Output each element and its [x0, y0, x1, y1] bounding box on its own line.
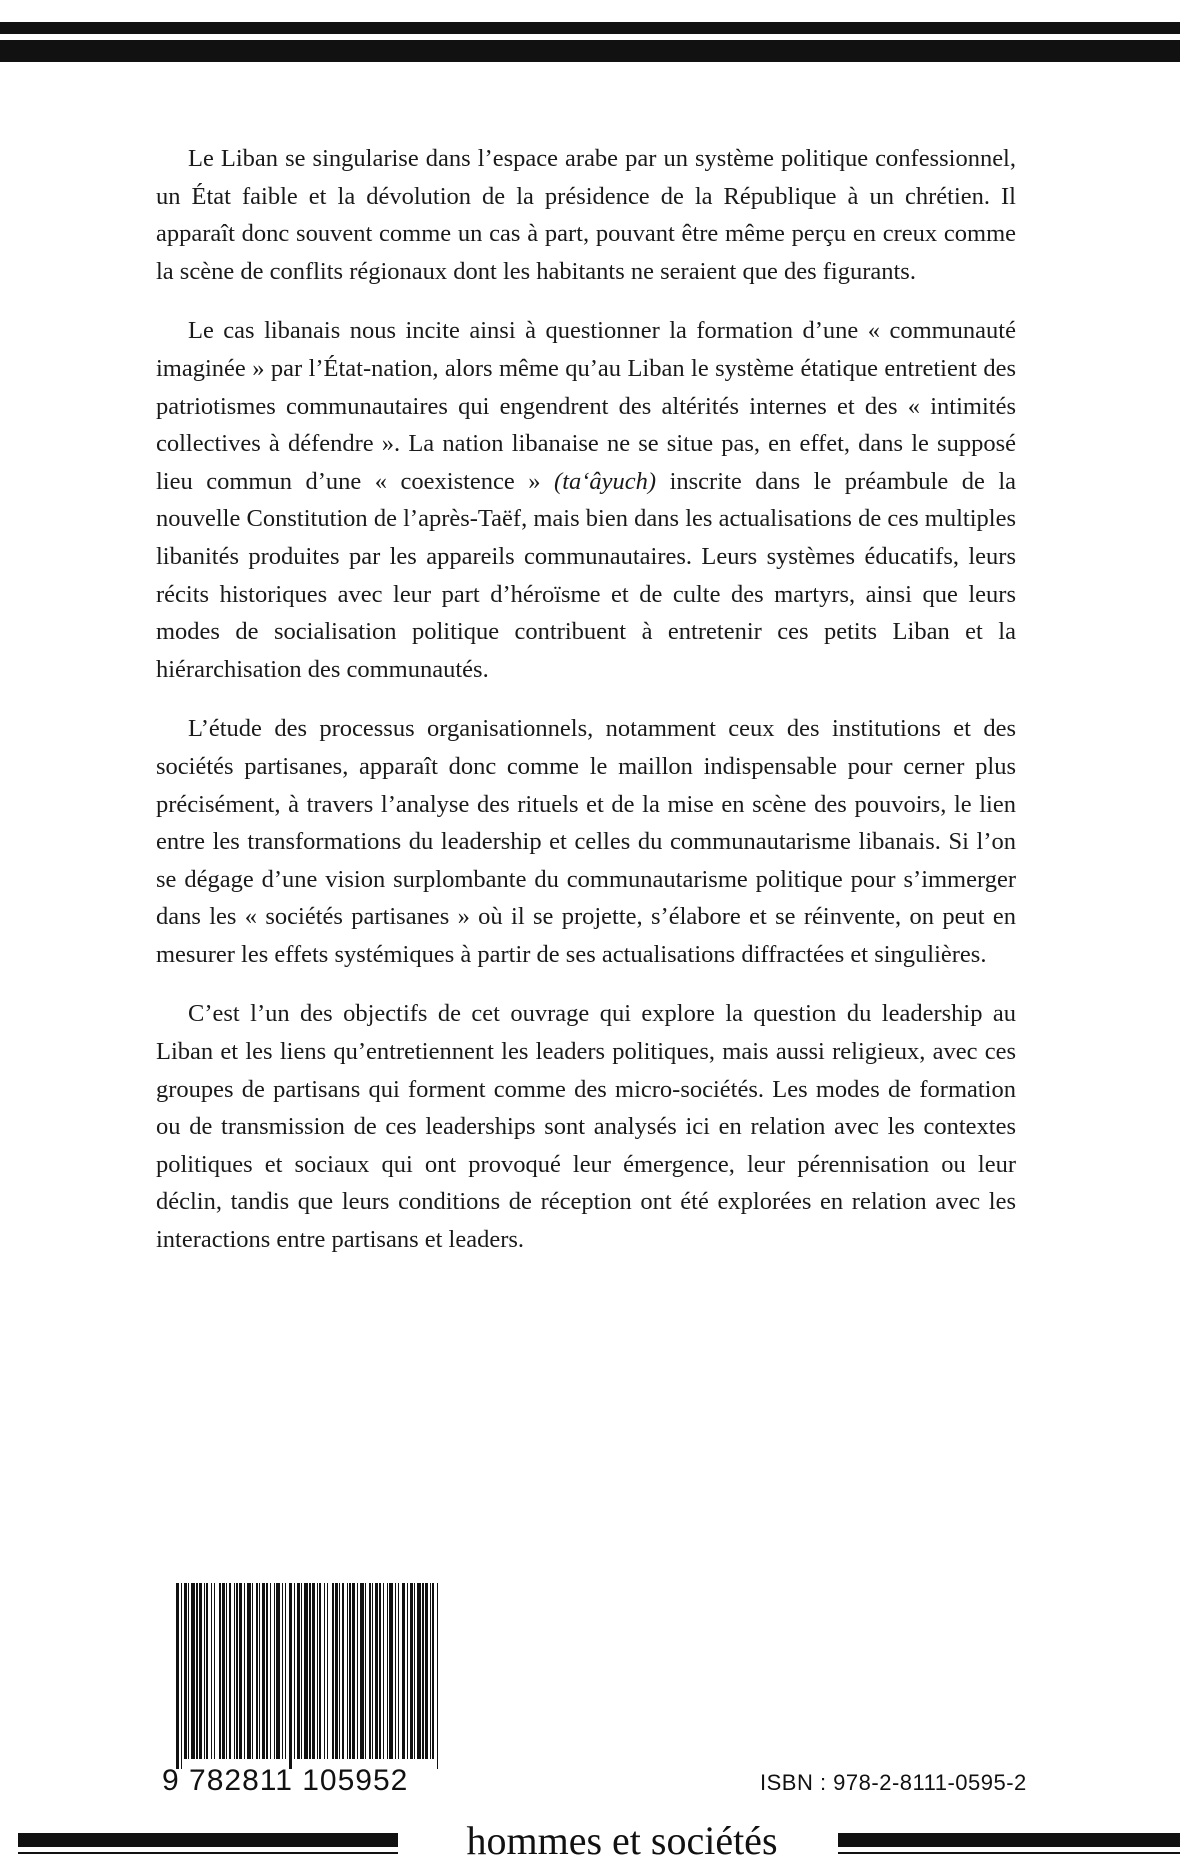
barcode-bar [414, 1583, 415, 1759]
barcode-bar [229, 1583, 231, 1759]
barcode-bar [309, 1583, 311, 1759]
barcode-bar [199, 1583, 202, 1759]
barcode-bar [214, 1583, 215, 1759]
barcode-bar [379, 1583, 381, 1759]
barcode-bar [312, 1583, 315, 1759]
barcode-bar [369, 1583, 371, 1759]
barcode-bar [247, 1583, 251, 1759]
barcode-bar [211, 1583, 212, 1759]
top-rule-thin [0, 22, 1180, 34]
top-rule-thick [0, 40, 1180, 62]
barcode-bar [402, 1583, 405, 1759]
barcode-bar [176, 1583, 179, 1769]
barcode-bar [422, 1583, 424, 1759]
bottom-rule-left [18, 1833, 398, 1847]
barcode-bar [417, 1583, 421, 1759]
barcode-bar [266, 1583, 268, 1759]
collection-title: hommes et sociétés [466, 1818, 778, 1863]
barcode-bar [387, 1583, 388, 1759]
barcode-bar [430, 1583, 431, 1759]
barcode-bar [297, 1583, 300, 1759]
paragraph-4: C’est l’un des objectifs de cet ouvrage qui explore la question du leadership au Liban et les liens qu’entretiennent les leaders politiques, mais aussi religieux, avec ces groupes de partisans qui forment comme des micro-sociétés. Les modes de formation ou de transmission de ces leaderships sont analysés ici en relation avec les contextes politiques et sociaux qui ont provoqué leur émergence, leur pérennisation ou leur déclin, tandis que leurs conditions de réception ont été explorées en relation avec les interactions entre partisans et leaders. [156, 1000, 1016, 1254]
barcode-bar [389, 1583, 393, 1759]
barcode-bar [222, 1583, 225, 1759]
barcode-bar [398, 1583, 399, 1759]
barcode-bar [425, 1583, 428, 1759]
barcode-bar [206, 1583, 208, 1759]
barcode-bar [432, 1583, 434, 1759]
bottom-rule-right [838, 1833, 1180, 1847]
barcode-bar [184, 1583, 187, 1759]
barcode-bar [365, 1583, 366, 1759]
barcode-bar [294, 1583, 295, 1759]
barcode-bar [204, 1583, 205, 1759]
barcode-bar [332, 1583, 334, 1759]
barcode-bar [244, 1583, 245, 1759]
barcode-bar [262, 1583, 265, 1759]
barcode-bar [234, 1583, 235, 1759]
barcode-bar [196, 1583, 198, 1759]
barcode-bar [410, 1583, 413, 1759]
barcode-bar [274, 1583, 275, 1759]
barcode-bar [395, 1583, 396, 1759]
barcode-bar [360, 1583, 364, 1759]
paragraph-3: L’étude des processus organisationnels, notamment ceux des institutions et des sociétés partisanes, apparaît donc comme le maillon indispensable pour cerner plus précisément, à travers l’analyse des rituels et de la mise en scène des pouvoirs, le lien entre les transformations du leadership et celles du communautarisme libanais. Si l’on se dégage d’une vision surplombante du communautarisme politique pour s’immerger dans les « sociétés partisanes » où il se projette, s’élabore et se réinvente, on peut en mesurer les effets systémiques à partir de ses actualisations diffractées et singulières. [156, 715, 1016, 968]
isbn-number: ISBN : 978-2-8111-0595-2 [760, 1770, 1027, 1795]
barcode-bar [256, 1583, 258, 1759]
barcode-bar [352, 1583, 355, 1759]
barcode-bar [226, 1583, 227, 1759]
barcode-bar [301, 1583, 302, 1759]
barcode-bar [349, 1583, 351, 1759]
barcode-bar [317, 1583, 318, 1759]
barcode-bar [181, 1583, 182, 1769]
barcode-bar [285, 1583, 286, 1759]
barcode-bar [372, 1583, 373, 1759]
barcode-bar [219, 1583, 221, 1759]
barcode-bar [289, 1583, 292, 1769]
barcode [174, 1583, 442, 1769]
barcode-bar [236, 1583, 238, 1759]
paragraph-1: Le Liban se singularise dans l’espace arabe par un système politique confessionnel, un État faible et la dévolution de la présidence de la République à un chrétien. Il apparaît donc souvent comme un cas à part, pouvant être même perçu en creux comme la scène de conflits régionaux dont les habitants ne seraient que des figurants. [156, 145, 1016, 285]
barcode-bar [437, 1583, 438, 1769]
paragraph-2-end: inscrite dans le préambule de la nouvelle Constitution de l’après-Taëf, mais bien dans les actualisations de ces multiples libanités produites par les appareils communautaires. Leurs systèmes éducatifs, leurs récits historiques avec leur part d’héroïsme et de culte des martyrs, ainsi que leurs modes de socialisation politique contribuent à entretenir ces petits Liban et la hiérarchisation des communautés. [156, 467, 1017, 683]
barcode-bar [276, 1583, 280, 1759]
paragraph-2-italic: (ta‘âyuch) [554, 467, 657, 495]
barcode-bar [259, 1583, 260, 1759]
barcode-bar [304, 1583, 308, 1759]
barcode-bar [239, 1583, 242, 1759]
barcode-bar [324, 1583, 325, 1759]
barcode-bar [357, 1583, 358, 1759]
barcode-bar [252, 1583, 253, 1759]
barcode-bar [383, 1583, 384, 1759]
barcode-bar [327, 1583, 328, 1759]
barcode-bars [174, 1583, 442, 1769]
barcode-bar [342, 1583, 344, 1759]
barcode-bar [347, 1583, 348, 1759]
barcode-bar [335, 1583, 338, 1759]
paragraph-2-start: Le cas libanais nous incite ainsi à questionner la formation d’une « communauté imaginée » par l’État-nation, alors même qu’au Liban le système étatique entretient des patriotismes communautaires qui engendrent des altérités internes et des « intimités collectives à défendre ». La nation libanaise ne se situe pas, en effet, dans le supposé lieu commun d’une « coexistence » [156, 317, 1016, 495]
barcode-bar [282, 1583, 283, 1759]
barcode-bar [375, 1583, 378, 1759]
barcode-digits: 9 782811 105952 [162, 1764, 409, 1797]
back-cover-text [156, 140, 1016, 1281]
barcode-bar [319, 1583, 321, 1759]
barcode-bar [191, 1583, 195, 1759]
barcode-bar [270, 1583, 271, 1759]
barcode-bar [407, 1583, 408, 1759]
barcode-bar [188, 1583, 189, 1759]
paragraph-2 [156, 312, 1016, 688]
barcode-bar [339, 1583, 340, 1759]
